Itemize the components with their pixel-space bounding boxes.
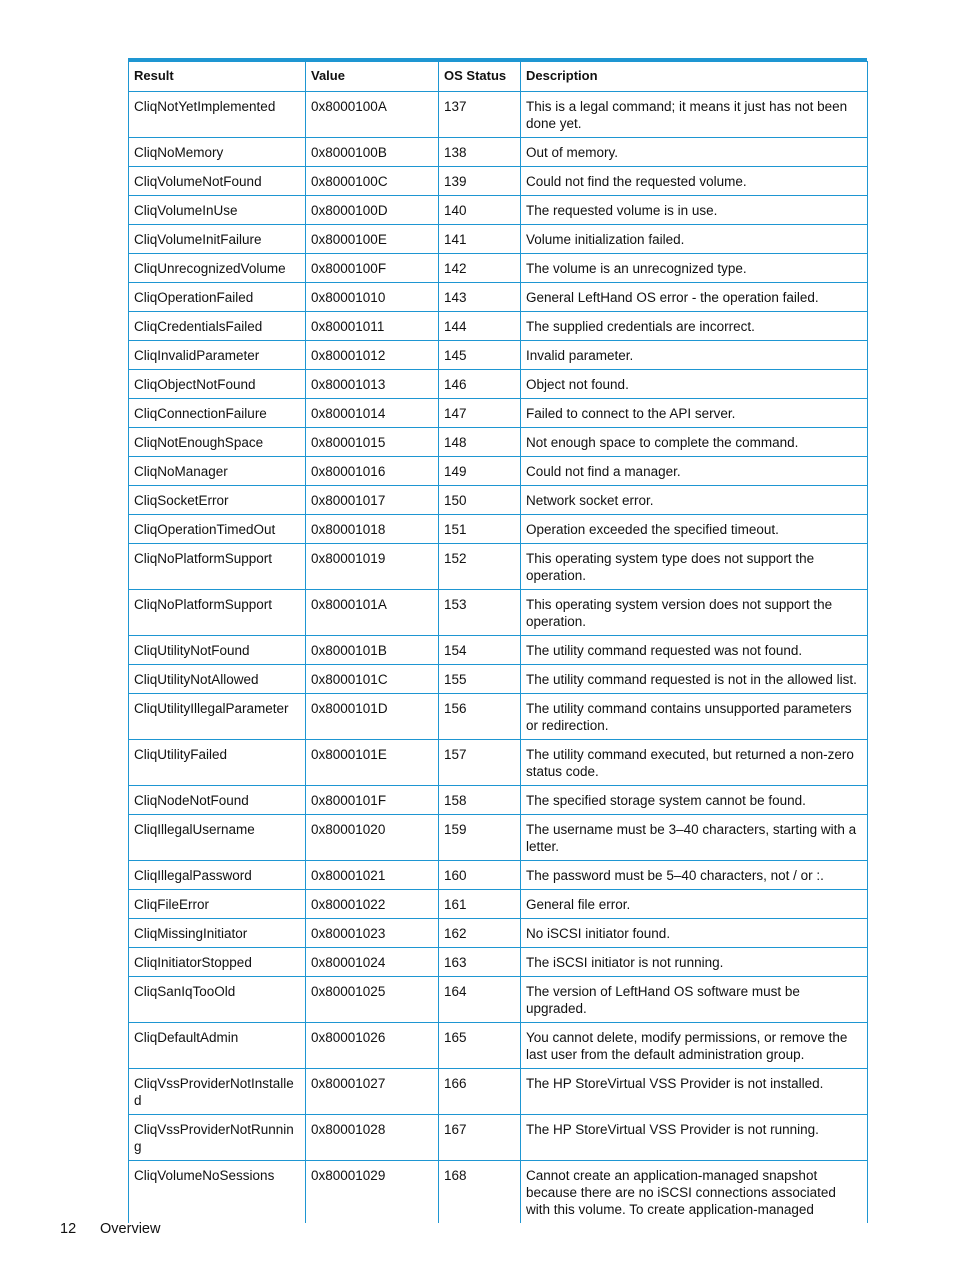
cell-result: CliqVssProviderNotInstalled [129,1069,306,1115]
cell-result: CliqOperationTimedOut [129,515,306,544]
cell-os-status: 150 [439,486,521,515]
table-row [129,740,868,786]
table-row [129,1069,868,1115]
cell-value: 0x80001010 [306,283,439,312]
cell-description: This is a legal command; it means it just has not been done yet. [521,92,868,138]
cell-os-status: 165 [439,1023,521,1069]
cell-description: Could not find the requested volume. [521,167,868,196]
cell-result: CliqObjectNotFound [129,370,306,399]
cell-result: CliqUtilityIllegalParameter [129,694,306,740]
cell-value: 0x80001021 [306,861,439,890]
cell-value: 0x80001014 [306,399,439,428]
cell-os-status: 154 [439,636,521,665]
cell-description: Object not found. [521,370,868,399]
cell-value: 0x8000100C [306,167,439,196]
cell-os-status: 161 [439,890,521,919]
cell-value: 0x80001017 [306,486,439,515]
cell-value: 0x80001025 [306,977,439,1023]
table-row [129,196,868,225]
cell-os-status: 163 [439,948,521,977]
cell-os-status: 137 [439,92,521,138]
cell-os-status: 167 [439,1115,521,1161]
table-row [129,399,868,428]
table-row [129,92,868,138]
cell-description: The version of LeftHand OS software must be upgraded. [521,977,868,1023]
cell-description: The password must be 5–40 characters, not / or :. [521,861,868,890]
section-title: Overview [100,1221,161,1237]
cell-os-status: 147 [439,399,521,428]
cell-value: 0x80001023 [306,919,439,948]
cell-os-status: 158 [439,786,521,815]
cell-description: This operating system version does not support the operation. [521,590,868,636]
cell-result: CliqSanIqTooOld [129,977,306,1023]
cell-result: CliqNoPlatformSupport [129,544,306,590]
cell-value: 0x80001019 [306,544,439,590]
cell-description: Cannot create an application-managed snapshot because there are no iSCSI connections associated with this volume. To create application-managed [521,1161,868,1224]
table-row [129,948,868,977]
page-number: 12 [60,1221,77,1237]
cell-result: CliqUtilityFailed [129,740,306,786]
cell-description: The requested volume is in use. [521,196,868,225]
cell-value: 0x8000100B [306,138,439,167]
cell-value: 0x80001026 [306,1023,439,1069]
table-row [129,254,868,283]
cell-os-status: 140 [439,196,521,225]
table-row [129,515,868,544]
table-row [129,138,868,167]
cell-result: CliqInvalidParameter [129,341,306,370]
cell-value: 0x8000101E [306,740,439,786]
cell-value: 0x8000100D [306,196,439,225]
cell-value: 0x80001015 [306,428,439,457]
cell-result: CliqInitiatorStopped [129,948,306,977]
cell-description: The volume is an unrecognized type. [521,254,868,283]
cell-value: 0x8000101B [306,636,439,665]
cell-os-status: 162 [439,919,521,948]
table-row [129,341,868,370]
table-row [129,1023,868,1069]
cell-result: CliqSocketError [129,486,306,515]
result-codes-table-container [128,58,867,1223]
cell-description: The utility command executed, but returned a non-zero status code. [521,740,868,786]
table-row [129,283,868,312]
cell-value: 0x80001024 [306,948,439,977]
cell-description: Out of memory. [521,138,868,167]
cell-result: CliqNodeNotFound [129,786,306,815]
cell-value: 0x80001012 [306,341,439,370]
cell-result: CliqIllegalUsername [129,815,306,861]
cell-os-status: 148 [439,428,521,457]
cell-result: CliqConnectionFailure [129,399,306,428]
cell-description: The username must be 3–40 characters, starting with a letter. [521,815,868,861]
result-codes-table [128,61,868,1223]
cell-value: 0x8000101A [306,590,439,636]
cell-description: The utility command requested is not in the allowed list. [521,665,868,694]
table-row [129,636,868,665]
cell-result: CliqUtilityNotFound [129,636,306,665]
table-row [129,312,868,341]
cell-description: The utility command requested was not found. [521,636,868,665]
cell-value: 0x80001016 [306,457,439,486]
cell-result: CliqNotEnoughSpace [129,428,306,457]
table-row [129,1115,868,1161]
cell-result: CliqIllegalPassword [129,861,306,890]
table-row [129,786,868,815]
cell-description: You cannot delete, modify permissions, or remove the last user from the default administration group. [521,1023,868,1069]
cell-value: 0x80001020 [306,815,439,861]
cell-os-status: 141 [439,225,521,254]
cell-os-status: 144 [439,312,521,341]
cell-description: Could not find a manager. [521,457,868,486]
cell-value: 0x80001029 [306,1161,439,1224]
table-row [129,428,868,457]
cell-result: CliqVolumeNotFound [129,167,306,196]
page-footer [60,1221,160,1237]
table-row [129,225,868,254]
header-result: Result [129,62,306,92]
cell-value: 0x80001027 [306,1069,439,1115]
cell-value: 0x80001022 [306,890,439,919]
cell-description: The HP StoreVirtual VSS Provider is not installed. [521,1069,868,1115]
cell-description: The specified storage system cannot be found. [521,786,868,815]
cell-result: CliqCredentialsFailed [129,312,306,341]
cell-result: CliqFileError [129,890,306,919]
header-os-status: OS Status [439,62,521,92]
cell-result: CliqNoManager [129,457,306,486]
cell-result: CliqNoPlatformSupport [129,590,306,636]
cell-value: 0x80001018 [306,515,439,544]
cell-os-status: 168 [439,1161,521,1224]
cell-description: General file error. [521,890,868,919]
cell-result: CliqVolumeNoSessions [129,1161,306,1224]
cell-result: CliqVolumeInitFailure [129,225,306,254]
cell-description: General LeftHand OS error - the operation failed. [521,283,868,312]
cell-os-status: 153 [439,590,521,636]
table-row [129,861,868,890]
cell-os-status: 164 [439,977,521,1023]
cell-description: The iSCSI initiator is not running. [521,948,868,977]
cell-os-status: 139 [439,167,521,196]
cell-os-status: 159 [439,815,521,861]
table-row [129,815,868,861]
table-row [129,919,868,948]
table-row [129,370,868,399]
cell-value: 0x8000101C [306,665,439,694]
cell-result: CliqOperationFailed [129,283,306,312]
cell-result: CliqMissingInitiator [129,919,306,948]
cell-result: CliqVolumeInUse [129,196,306,225]
cell-description: Operation exceeded the specified timeout. [521,515,868,544]
cell-description: The HP StoreVirtual VSS Provider is not running. [521,1115,868,1161]
cell-os-status: 146 [439,370,521,399]
cell-os-status: 157 [439,740,521,786]
cell-result: CliqDefaultAdmin [129,1023,306,1069]
cell-value: 0x8000100E [306,225,439,254]
cell-value: 0x80001028 [306,1115,439,1161]
cell-description: Failed to connect to the API server. [521,399,868,428]
cell-result: CliqNotYetImplemented [129,92,306,138]
cell-os-status: 166 [439,1069,521,1115]
cell-result: CliqUnrecognizedVolume [129,254,306,283]
cell-os-status: 152 [439,544,521,590]
cell-value: 0x80001013 [306,370,439,399]
cell-value: 0x8000100A [306,92,439,138]
cell-description: No iSCSI initiator found. [521,919,868,948]
table-row [129,486,868,515]
cell-description: The utility command contains unsupported parameters or redirection. [521,694,868,740]
cell-os-status: 145 [439,341,521,370]
cell-result: CliqVssProviderNotRunning [129,1115,306,1161]
cell-description: Volume initialization failed. [521,225,868,254]
cell-os-status: 160 [439,861,521,890]
cell-value: 0x8000101F [306,786,439,815]
table-row [129,1161,868,1224]
cell-os-status: 156 [439,694,521,740]
table-row [129,167,868,196]
cell-description: This operating system type does not support the operation. [521,544,868,590]
table-row [129,694,868,740]
cell-description: The supplied credentials are incorrect. [521,312,868,341]
cell-os-status: 151 [439,515,521,544]
cell-value: 0x80001011 [306,312,439,341]
header-value: Value [306,62,439,92]
table-row [129,590,868,636]
cell-description: Invalid parameter. [521,341,868,370]
table-row [129,977,868,1023]
cell-os-status: 142 [439,254,521,283]
cell-description: Not enough space to complete the command. [521,428,868,457]
table-row [129,544,868,590]
cell-value: 0x8000101D [306,694,439,740]
table-row [129,457,868,486]
header-description: Description [521,62,868,92]
cell-os-status: 138 [439,138,521,167]
table-row [129,890,868,919]
cell-os-status: 155 [439,665,521,694]
table-header-row [129,62,868,92]
cell-description: Network socket error. [521,486,868,515]
cell-result: CliqNoMemory [129,138,306,167]
cell-value: 0x8000100F [306,254,439,283]
table-row [129,665,868,694]
cell-result: CliqUtilityNotAllowed [129,665,306,694]
cell-os-status: 143 [439,283,521,312]
cell-os-status: 149 [439,457,521,486]
table-body [129,92,868,1224]
